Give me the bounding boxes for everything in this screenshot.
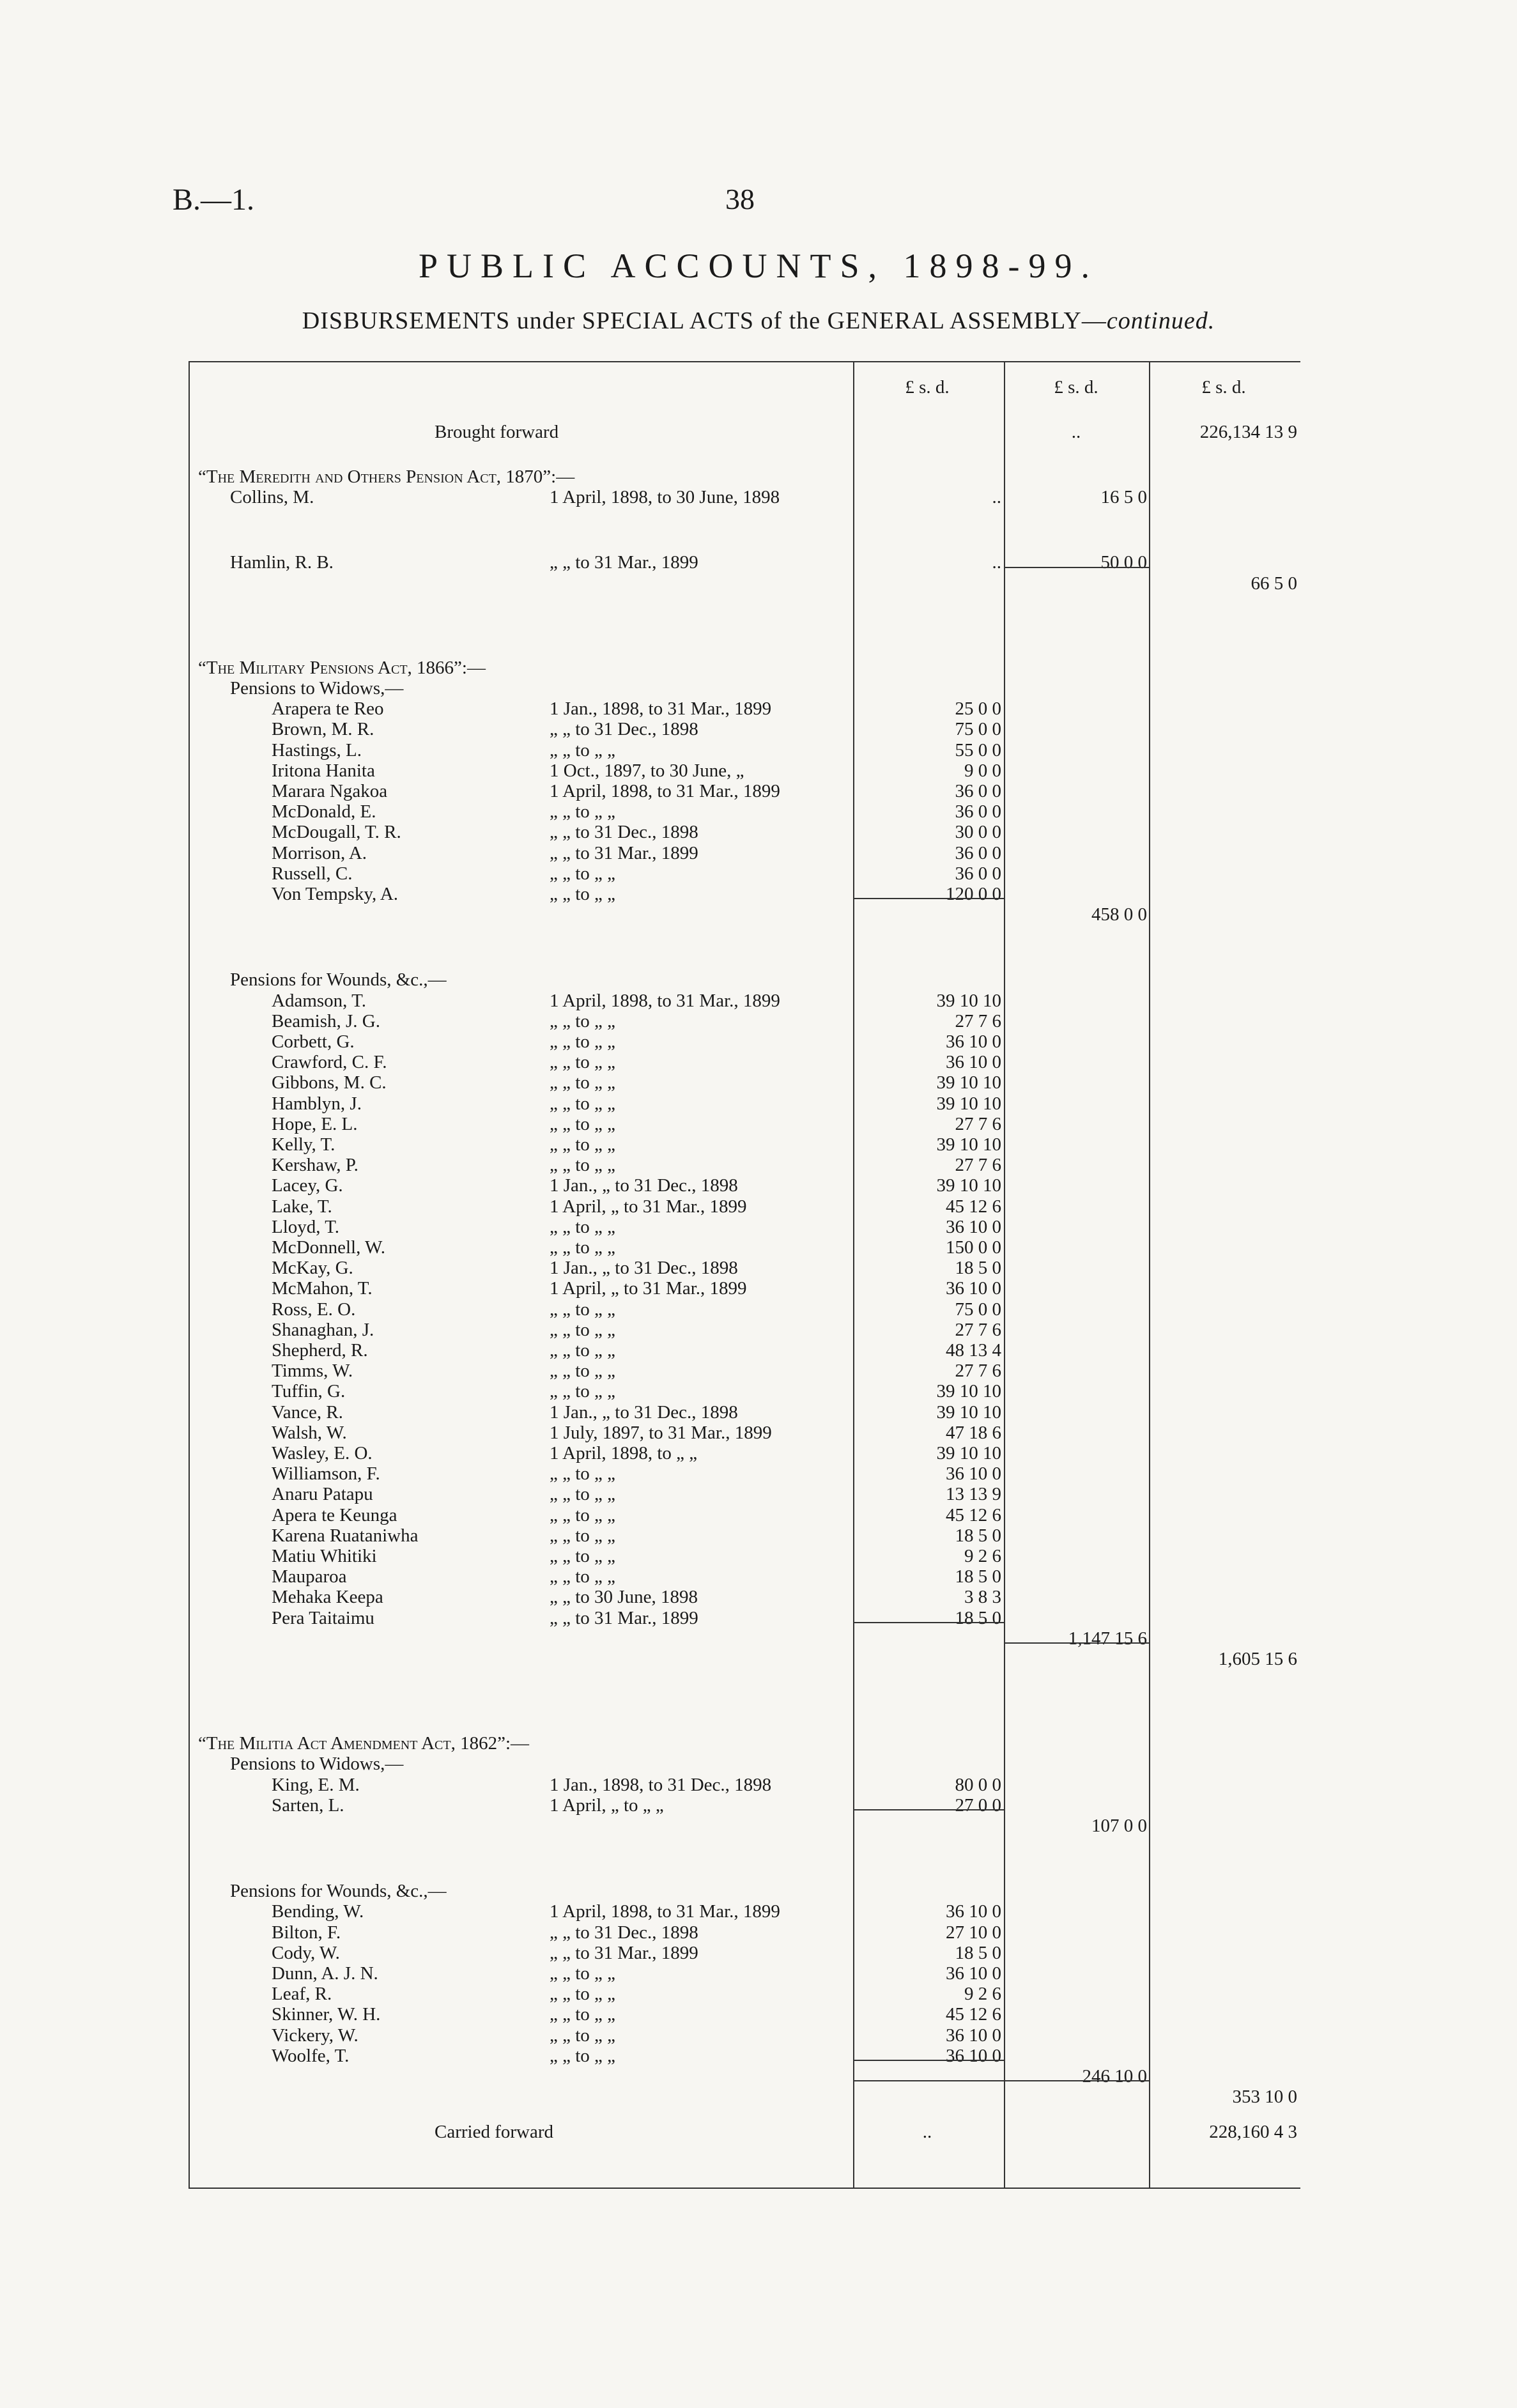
section-heading <box>189 678 1300 698</box>
row-name: Skinner, W. H. <box>272 2004 381 2025</box>
row-amount-1: 13 13 9 <box>946 1484 1001 1505</box>
pension-row <box>189 1546 1300 1566</box>
row-amount-1: 36 0 0 <box>955 801 1001 822</box>
section-heading <box>189 467 1300 487</box>
row-amount-1: 36 10 0 <box>946 1901 1001 1922</box>
subtotal-row <box>189 1649 1300 1669</box>
pension-row <box>189 1423 1300 1443</box>
row-name: King, E. M. <box>272 1774 360 1795</box>
pension-row <box>189 1463 1300 1484</box>
row-name: “The Meredith and Others Pension Act, 1870”:— <box>198 467 575 487</box>
pension-row <box>189 1525 1300 1546</box>
row-name: Williamson, F. <box>272 1463 380 1485</box>
row-name: Mehaka Keepa <box>272 1587 383 1608</box>
row-amount-3: 353 10 0 <box>1232 2087 1297 2108</box>
total-rule <box>1004 2080 1149 2081</box>
row-period: 1 April, 1898, to 31 Mar., 1899 <box>550 781 780 801</box>
row-amount-1: 39 10 10 <box>936 990 1001 1011</box>
pension-row <box>189 1566 1300 1587</box>
section-heading <box>189 1733 1300 1754</box>
section-heading <box>189 1754 1300 1774</box>
row-period: 1 Jan., „ to 31 Dec., 1898 <box>550 1175 738 1196</box>
pension-row <box>189 1402 1300 1423</box>
column-header-row <box>189 377 1300 397</box>
row-name: Pensions to Widows,— <box>230 1754 404 1775</box>
row-period: 1 April, 1898, to „ „ <box>550 1443 698 1463</box>
row-name: “The Military Pensions Act, 1866”:— <box>198 657 486 678</box>
row-name: Shepherd, R. <box>272 1340 368 1361</box>
pension-row <box>189 1155 1300 1175</box>
row-amount-1: 36 0 0 <box>955 842 1001 863</box>
row-amount-1: 36 10 0 <box>946 1278 1001 1299</box>
row-name: Lloyd, T. <box>272 1216 340 1237</box>
row-period: „ „ to „ „ <box>550 1361 616 1382</box>
row-amount-1: 9 2 6 <box>964 1984 1001 2005</box>
subtitle-main: DISBURSEMENTS under SPECIAL ACTS of the GENERAL ASSEMBLY— <box>302 307 1107 334</box>
row-period: „ „ to „ „ <box>550 1340 616 1361</box>
subtotal-rule <box>853 2060 1004 2061</box>
subtotal-row <box>189 1816 1300 1836</box>
row-period: 1 July, 1897, to 31 Mar., 1899 <box>550 1422 772 1443</box>
row-period: „ „ to „ „ <box>550 1031 616 1052</box>
row-name: Lacey, G. <box>272 1175 343 1196</box>
row-name: Walsh, W. <box>272 1422 347 1443</box>
row-name: Adamson, T. <box>272 990 366 1011</box>
row-name: Timms, W. <box>272 1361 353 1382</box>
pension-row <box>189 1217 1300 1237</box>
row-period: „ „ to „ „ <box>550 2045 616 2066</box>
pension-row <box>189 863 1300 884</box>
row-name: Woolfe, T. <box>272 2045 350 2066</box>
row-period: „ „ to „ „ <box>550 1299 616 1320</box>
brought-forward-label: Brought forward <box>435 422 559 442</box>
row-amount-1: 45 12 6 <box>946 1196 1001 1217</box>
row-name: Arapera te Reo <box>272 698 384 720</box>
row-name: Dunn, A. J. N. <box>272 1963 378 1984</box>
total-rule <box>1004 1642 1149 1644</box>
row-name: Matiu Whitiki <box>272 1546 377 1566</box>
row-amount-1: 36 10 0 <box>946 1463 1001 1485</box>
section-heading <box>189 969 1300 990</box>
row-period: „ „ to „ „ <box>550 1319 616 1340</box>
row-period: „ „ to 31 Mar., 1899 <box>550 842 698 863</box>
row-name: Pensions for Wounds, &c.,— <box>230 969 447 991</box>
pension-row <box>189 1278 1300 1299</box>
row-name: Anaru Patapu <box>272 1484 373 1505</box>
pension-row <box>189 1943 1300 1963</box>
row-amount-1: 39 10 10 <box>936 1175 1001 1196</box>
row-period: „ „ to „ „ <box>550 1566 616 1587</box>
row-amount-1: 18 5 0 <box>955 1566 1001 1587</box>
row-amount-2: 50 0 0 <box>1100 552 1147 573</box>
row-period: „ „ to „ „ <box>550 1010 616 1031</box>
row-period: 1 April, 1898, to 31 Mar., 1899 <box>550 1901 780 1922</box>
pension-row <box>189 781 1300 801</box>
row-period: 1 Oct., 1897, to 30 June, „ <box>550 760 744 781</box>
row-name: Corbett, G. <box>272 1031 355 1052</box>
pension-row <box>189 719 1300 739</box>
row-amount-1: 30 0 0 <box>955 822 1001 843</box>
row-name: Pensions to Widows,— <box>230 678 404 698</box>
row-name: Hastings, L. <box>272 739 362 760</box>
row-amount-1: 3 8 3 <box>964 1587 1001 1608</box>
row-period: 1 April, „ to 31 Mar., 1899 <box>550 1196 747 1217</box>
pension-row <box>189 1587 1300 1607</box>
row-amount-1: 18 5 0 <box>955 1525 1001 1546</box>
row-amount-1: 25 0 0 <box>955 698 1001 720</box>
row-amount-1: 36 10 0 <box>946 2025 1001 2046</box>
row-name: McDonnell, W. <box>272 1237 386 1258</box>
row-name: Bilton, F. <box>272 1922 341 1943</box>
row-name: Lake, T. <box>272 1196 332 1217</box>
pension-row <box>189 1795 1300 1816</box>
row-amount-1: 75 0 0 <box>955 719 1001 740</box>
row-name: Crawford, C. F. <box>272 1052 387 1073</box>
section-heading <box>189 487 1300 507</box>
row-amount-2: 16 5 0 <box>1100 487 1147 508</box>
row-name: Vance, R. <box>272 1401 343 1423</box>
row-amount-1: 120 0 0 <box>946 884 1001 904</box>
subtotal-row <box>189 904 1300 925</box>
row-amount-1: 18 5 0 <box>955 1258 1001 1279</box>
row-period: „ „ to „ „ <box>550 1113 616 1134</box>
column-header-1: £ s. d. <box>905 377 950 397</box>
table-bottom-border <box>189 2188 1300 2189</box>
row-amount-1: 36 10 0 <box>946 1216 1001 1237</box>
row-period: „ „ to „ „ <box>550 863 616 884</box>
pension-row <box>189 1901 1300 1922</box>
document-reference: B.—1. <box>173 183 255 217</box>
row-period: 1 April, 1898, to 31 Mar., 1899 <box>550 990 780 1011</box>
subtotal-rule <box>853 898 1004 899</box>
row-amount-1: 36 10 0 <box>946 1031 1001 1052</box>
row-name: McKay, G. <box>272 1258 353 1279</box>
row-name: Ross, E. O. <box>272 1299 356 1320</box>
row-period: 1 Jan., „ to 31 Dec., 1898 <box>550 1258 738 1279</box>
row-amount-1: .. <box>992 552 1001 573</box>
subtotal-row <box>189 573 1300 594</box>
row-amount-1: 18 5 0 <box>955 1607 1001 1628</box>
pension-row <box>189 1299 1300 1320</box>
row-period: „ „ to 31 Dec., 1898 <box>550 1922 698 1943</box>
page-subtitle <box>0 307 1517 335</box>
column-header-2: £ s. d. <box>1054 377 1098 397</box>
row-period: „ „ to 31 Mar., 1899 <box>550 1942 698 1963</box>
row-period: 1 April, „ to 31 Mar., 1899 <box>550 1278 747 1299</box>
row-name: Pera Taitaimu <box>272 1607 374 1628</box>
row-amount-1: 150 0 0 <box>946 1237 1001 1258</box>
row-amount-1: 45 12 6 <box>946 2004 1001 2025</box>
brought-forward-row <box>189 422 1300 442</box>
row-period: „ „ to „ „ <box>550 801 616 822</box>
brought-forward-col2: .. <box>1071 422 1081 442</box>
row-period: 1 Jan., „ to 31 Dec., 1898 <box>550 1401 738 1423</box>
subtotal-row <box>189 1628 1300 1649</box>
row-period: 1 Jan., 1898, to 31 Dec., 1898 <box>550 1774 772 1795</box>
pension-row <box>189 822 1300 842</box>
row-amount-1: 39 10 10 <box>936 1443 1001 1463</box>
pension-row <box>189 1443 1300 1463</box>
pension-row <box>189 1505 1300 1525</box>
table-top-border <box>189 361 1300 362</box>
row-amount-1: 39 10 10 <box>936 1134 1001 1155</box>
row-period: „ „ to „ „ <box>550 1984 616 2005</box>
row-period: „ „ to „ „ <box>550 2004 616 2025</box>
row-name: Collins, M. <box>230 487 314 508</box>
row-period: „ „ to 31 Dec., 1898 <box>550 719 698 740</box>
row-period: „ „ to „ „ <box>550 1134 616 1155</box>
row-name: “The Militia Act Amendment Act, 1862”:— <box>198 1733 530 1754</box>
total-rule <box>1004 567 1149 568</box>
row-amount-1: 27 0 0 <box>955 1794 1001 1816</box>
pension-row <box>189 1984 1300 2004</box>
pension-row <box>189 991 1300 1011</box>
row-amount-1: 47 18 6 <box>946 1422 1001 1443</box>
row-name: Morrison, A. <box>272 842 367 863</box>
row-name: Bending, W. <box>272 1901 364 1922</box>
row-amount-1: 36 10 0 <box>946 2045 1001 2066</box>
pension-row <box>189 2004 1300 2025</box>
row-amount-1: 36 10 0 <box>946 1963 1001 1984</box>
row-amount-1: 36 10 0 <box>946 1052 1001 1073</box>
row-name: Cody, W. <box>272 1942 340 1963</box>
row-period: „ „ to „ „ <box>550 1237 616 1258</box>
subtotal-row <box>189 2066 1300 2087</box>
row-period: „ „ to „ „ <box>550 1216 616 1237</box>
pension-row <box>189 884 1300 904</box>
row-name: Gibbons, M. C. <box>272 1072 387 1093</box>
row-amount-1: 9 0 0 <box>964 760 1001 781</box>
row-period: „ „ to 30 June, 1898 <box>550 1587 698 1608</box>
row-name: Kershaw, P. <box>272 1155 358 1176</box>
page-number: 38 <box>725 183 755 215</box>
row-amount-1: 39 10 10 <box>936 1093 1001 1114</box>
row-amount-1: 39 10 10 <box>936 1072 1001 1093</box>
row-name: Russell, C. <box>272 863 353 884</box>
row-amount-1: 27 7 6 <box>955 1113 1001 1134</box>
subtotal-row <box>189 2087 1300 2107</box>
row-period: „ „ to 31 Mar., 1899 <box>550 552 698 573</box>
subtotal-rule <box>853 1809 1004 1810</box>
pension-row <box>189 698 1300 719</box>
row-period: „ „ to „ „ <box>550 1463 616 1485</box>
row-amount-3: 66 5 0 <box>1251 573 1297 594</box>
row-name: Tuffin, G. <box>272 1381 346 1402</box>
row-name: Leaf, R. <box>272 1984 332 2005</box>
row-amount-1: 27 10 0 <box>946 1922 1001 1943</box>
row-period: „ „ to „ „ <box>550 1052 616 1073</box>
column-header-3: £ s. d. <box>1201 377 1246 397</box>
row-amount-1: 39 10 10 <box>936 1401 1001 1423</box>
section-heading <box>189 552 1300 573</box>
row-name: Karena Ruataniwha <box>272 1525 419 1546</box>
pension-row <box>189 2046 1300 2066</box>
pension-row <box>189 843 1300 863</box>
row-name: Von Tempsky, A. <box>272 884 399 904</box>
pension-row <box>189 1052 1300 1072</box>
pension-row <box>189 1011 1300 1031</box>
row-amount-1: 55 0 0 <box>955 739 1001 760</box>
row-period: „ „ to „ „ <box>550 1504 616 1525</box>
pension-row <box>189 1775 1300 1795</box>
row-name: Mauparoa <box>272 1566 347 1587</box>
pension-row <box>189 1320 1300 1340</box>
row-period: „ „ to „ „ <box>550 739 616 760</box>
row-name: Vickery, W. <box>272 2025 358 2046</box>
row-name: Hamlin, R. B. <box>230 552 334 573</box>
row-period: 1 April, 1898, to 30 June, 1898 <box>550 487 780 508</box>
row-name: Brown, M. R. <box>272 719 374 740</box>
row-name: Shanaghan, J. <box>272 1319 374 1340</box>
pension-row <box>189 760 1300 781</box>
row-name: McDonald, E. <box>272 801 376 822</box>
pension-row <box>189 1922 1300 1943</box>
pension-row <box>189 1258 1300 1278</box>
pension-row <box>189 1381 1300 1401</box>
row-period: „ „ to „ „ <box>550 1072 616 1093</box>
pension-row <box>189 1608 1300 1628</box>
row-period: 1 April, „ to „ „ <box>550 1794 664 1816</box>
pension-row <box>189 801 1300 822</box>
row-name: Marara Ngakoa <box>272 781 388 801</box>
subtitle-continued: continued. <box>1106 307 1215 334</box>
row-name: McMahon, T. <box>272 1278 373 1299</box>
pension-row <box>189 1093 1300 1114</box>
carried-forward-col1: .. <box>922 2122 932 2142</box>
row-name: McDougall, T. R. <box>272 822 401 843</box>
row-amount-3: 1,605 15 6 <box>1218 1649 1297 1669</box>
pension-row <box>189 1031 1300 1052</box>
row-amount-1: 45 12 6 <box>946 1504 1001 1525</box>
row-amount-2: 246 10 0 <box>1082 2066 1147 2087</box>
row-amount-2: 458 0 0 <box>1091 904 1147 925</box>
row-period: „ „ to „ „ <box>550 1484 616 1505</box>
row-amount-1: 18 5 0 <box>955 1942 1001 1963</box>
row-name: Hope, E. L. <box>272 1113 358 1134</box>
row-period: 1 Jan., 1898, to 31 Mar., 1899 <box>550 698 772 720</box>
row-name: Pensions for Wounds, &c.,— <box>230 1881 447 1902</box>
row-name: Kelly, T. <box>272 1134 335 1155</box>
row-amount-1: 27 7 6 <box>955 1010 1001 1031</box>
pension-row <box>189 1072 1300 1093</box>
subtotal-rule <box>853 1622 1004 1623</box>
row-name: Beamish, J. G. <box>272 1010 380 1031</box>
carried-forward-row <box>189 2122 1300 2142</box>
pension-row <box>189 1134 1300 1155</box>
rule-before-carried <box>853 2080 1004 2081</box>
page-title: PUBLIC ACCOUNTS, 1898-99. <box>418 247 1099 285</box>
row-name: Sarten, L. <box>272 1794 344 1816</box>
row-period: „ „ to 31 Dec., 1898 <box>550 822 698 843</box>
pension-row <box>189 1175 1300 1196</box>
row-amount-1: 27 7 6 <box>955 1319 1001 1340</box>
row-amount-1: 75 0 0 <box>955 1299 1001 1320</box>
pension-row <box>189 2025 1300 2046</box>
row-period: „ „ to „ „ <box>550 884 616 904</box>
row-name: Apera te Keunga <box>272 1504 397 1525</box>
pension-row <box>189 1340 1300 1361</box>
row-amount-1: 27 7 6 <box>955 1361 1001 1382</box>
row-amount-2: 1,147 15 6 <box>1068 1628 1147 1649</box>
row-period: „ „ to „ „ <box>550 1381 616 1402</box>
row-period: „ „ to „ „ <box>550 1093 616 1114</box>
row-period: „ „ to „ „ <box>550 2025 616 2046</box>
carried-forward-label: Carried forward <box>435 2122 553 2142</box>
row-period: „ „ to „ „ <box>550 1546 616 1566</box>
row-amount-1: 36 0 0 <box>955 863 1001 884</box>
brought-forward-total: 226,134 13 9 <box>1199 422 1297 442</box>
row-period: „ „ to „ „ <box>550 1963 616 1984</box>
row-period: „ „ to „ „ <box>550 1155 616 1176</box>
pension-row <box>189 1963 1300 1984</box>
pension-row <box>189 1196 1300 1217</box>
row-period: „ „ to „ „ <box>550 1525 616 1546</box>
pension-row <box>189 1484 1300 1504</box>
row-name: Wasley, E. O. <box>272 1443 373 1463</box>
row-amount-1: 36 0 0 <box>955 781 1001 801</box>
row-name: Hamblyn, J. <box>272 1093 362 1114</box>
row-period: „ „ to 31 Mar., 1899 <box>550 1607 698 1628</box>
pension-row <box>189 1114 1300 1134</box>
row-amount-1: .. <box>992 487 1001 508</box>
accounts-table <box>189 361 1300 2189</box>
carried-forward-total: 228,160 4 3 <box>1209 2122 1297 2142</box>
section-heading <box>189 658 1300 678</box>
row-amount-1: 9 2 6 <box>964 1546 1001 1566</box>
row-amount-1: 39 10 10 <box>936 1381 1001 1402</box>
row-name: Iritona Hanita <box>272 760 375 781</box>
row-amount-1: 48 13 4 <box>946 1340 1001 1361</box>
section-heading <box>189 1881 1300 1901</box>
pension-row <box>189 1237 1300 1258</box>
row-amount-2: 107 0 0 <box>1091 1816 1147 1836</box>
pension-row <box>189 1361 1300 1381</box>
row-amount-1: 27 7 6 <box>955 1155 1001 1176</box>
row-amount-1: 80 0 0 <box>955 1774 1001 1795</box>
pension-row <box>189 740 1300 760</box>
